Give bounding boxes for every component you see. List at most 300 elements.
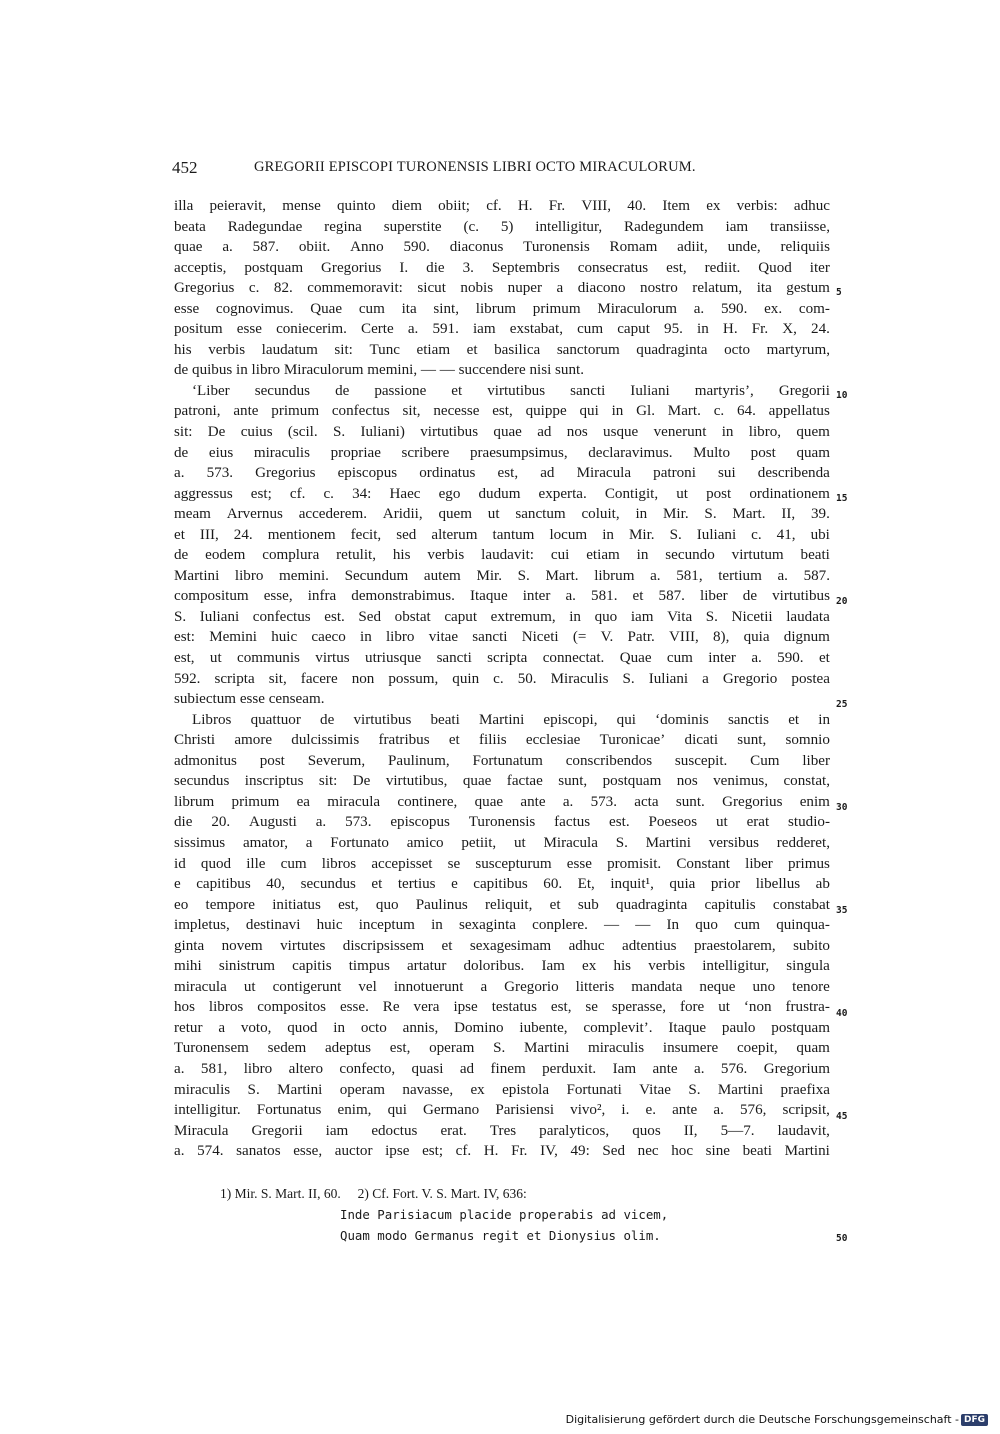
word: uno: [752, 978, 776, 995]
word: amator,: [242, 834, 289, 851]
text-line: [174, 895, 830, 916]
word: paulo: [721, 1019, 756, 1036]
word: operam: [339, 1081, 386, 1098]
word: ipse: [453, 999, 478, 1016]
word: Quod: [758, 259, 792, 276]
word: sedem: [267, 1040, 307, 1057]
word: H.: [483, 1143, 499, 1160]
word: necesse: [433, 403, 480, 420]
word: i.: [621, 1102, 630, 1119]
line-number-25: 25: [836, 699, 848, 710]
word: intelligitur.: [174, 1102, 241, 1119]
word: Germano: [423, 1102, 480, 1119]
word: tempore: [205, 896, 255, 913]
word: appellatus: [768, 403, 830, 420]
word: Mir.: [476, 567, 503, 584]
word: diaconus: [449, 239, 504, 256]
word: acceptis,: [174, 259, 227, 276]
word: sine: [705, 1143, 730, 1160]
word: Quae: [310, 300, 343, 317]
word: experta.: [538, 485, 587, 502]
word: acta: [634, 793, 659, 810]
word: primum: [271, 403, 320, 420]
word: III,: [199, 526, 219, 543]
word: martyrum,: [766, 341, 830, 358]
word: coluit,: [581, 506, 620, 523]
word: in: [569, 608, 581, 625]
text-line: [174, 1059, 830, 1080]
word: declaravimus.: [588, 444, 673, 461]
text-line-content: subiectum esse censeam.: [174, 691, 325, 708]
page-header: [172, 158, 832, 182]
word: Turonicae’: [599, 732, 666, 749]
word: 573.: [345, 814, 372, 831]
word: H.: [517, 198, 533, 214]
word: coepit,: [736, 1040, 778, 1057]
word: quia: [669, 876, 696, 893]
word: iam: [630, 608, 654, 625]
word: sancti: [436, 650, 472, 667]
word: sanctum: [515, 506, 566, 523]
word: mihi: [174, 958, 202, 975]
word: S.: [688, 1081, 701, 1098]
word: et: [632, 588, 644, 605]
word: Gregorii: [778, 382, 830, 399]
word: reliquit,: [485, 896, 533, 913]
word: ita: [756, 280, 772, 297]
line-number-50: 50: [836, 1233, 848, 1244]
word: in: [818, 711, 830, 728]
word: a.: [174, 1143, 185, 1160]
word: 576.: [720, 1060, 748, 1077]
word: a: [556, 280, 564, 297]
page-number: 452: [172, 158, 198, 177]
line-number-10: 10: [836, 390, 848, 401]
word: se: [585, 999, 598, 1016]
word: filiis: [478, 732, 507, 749]
word: sui: [718, 465, 736, 482]
word: quadraginta: [636, 341, 708, 358]
word: cf.: [455, 1143, 472, 1160]
word: Certe: [361, 321, 394, 338]
word: a.: [693, 300, 705, 317]
text-line: [174, 463, 830, 484]
word: Martini: [174, 567, 220, 584]
word: nec: [637, 1143, 659, 1160]
word: a: [702, 670, 709, 687]
word: est.: [609, 814, 630, 831]
word: Vitae: [639, 1081, 671, 1098]
word: De: [352, 773, 371, 790]
word: e.: [645, 1102, 656, 1119]
word: Gl.: [636, 403, 655, 420]
word: iter: [809, 259, 830, 276]
word: miracula: [327, 793, 381, 810]
word: quippe: [525, 403, 567, 420]
word: Martini: [717, 1081, 764, 1098]
word: episcopus: [337, 465, 398, 482]
word: ille: [246, 855, 266, 872]
word: sanctis: [727, 711, 770, 728]
word: cognovimus.: [215, 300, 294, 317]
word: cum: [734, 917, 761, 934]
word: quem: [438, 506, 472, 523]
word: a.: [315, 814, 327, 831]
word: sicut: [417, 280, 446, 297]
word: Iuliani: [630, 382, 670, 399]
word: ante: [672, 1102, 698, 1119]
word: quo: [375, 896, 399, 913]
main-text: [174, 196, 830, 1162]
word: confectus: [252, 608, 311, 625]
word: quinqua-: [776, 917, 830, 934]
word: liber: [745, 855, 773, 872]
word: petiit,: [461, 834, 497, 851]
word: Gregorius: [255, 465, 316, 482]
word: adhuc: [793, 198, 830, 214]
word: ita: [401, 300, 417, 317]
word: commemoravit:: [307, 280, 403, 297]
word: 40,: [266, 876, 286, 893]
word: iam: [725, 218, 749, 235]
word: edoctus: [371, 1122, 418, 1139]
word: sanatos: [236, 1143, 281, 1160]
word: 573.: [206, 465, 234, 482]
word: S.: [517, 567, 530, 584]
word: scripta: [487, 650, 528, 667]
word: Anno: [350, 239, 384, 256]
word: et: [448, 732, 460, 749]
word: eodem: [205, 547, 246, 564]
word: episcopi,: [543, 711, 598, 728]
word: 24.: [811, 321, 830, 338]
word: dudum: [478, 485, 521, 502]
word: primum: [532, 300, 581, 317]
word: communis: [237, 650, 300, 667]
word: virtutibus: [353, 711, 412, 728]
word: Memini: [209, 629, 257, 646]
word: confectus: [331, 403, 390, 420]
word: sunt,: [737, 732, 767, 749]
word: ad: [540, 465, 555, 482]
word: compositum: [174, 588, 249, 605]
word: ut: [487, 506, 500, 523]
word: de: [174, 444, 189, 461]
word: c.: [323, 485, 334, 502]
word: doloribus.: [463, 958, 525, 975]
word: sit:: [334, 341, 353, 358]
line-number-15: 15: [836, 493, 848, 504]
word: verbis: [427, 547, 465, 564]
word: nobis: [460, 280, 494, 297]
text-line: [174, 1038, 830, 1059]
word: ordinatus: [419, 465, 476, 482]
word: regina: [324, 218, 362, 235]
word: est,: [666, 259, 687, 276]
word: beati: [800, 547, 830, 564]
word: retulit,: [336, 547, 376, 564]
word: passione: [374, 382, 427, 399]
word: de: [335, 382, 350, 399]
word: adeptus: [324, 1040, 372, 1057]
text-line: [174, 689, 830, 710]
word: nos: [566, 424, 588, 441]
word: altero: [288, 1060, 323, 1077]
word: rediit.: [704, 259, 741, 276]
word: et: [788, 711, 800, 728]
word: secundus: [174, 773, 230, 790]
word: peieravit,: [209, 198, 267, 214]
word: martyris’,: [694, 382, 754, 399]
word: eo: [174, 896, 189, 913]
word: in: [721, 424, 734, 441]
word: erat: [746, 814, 770, 831]
word: post: [750, 444, 776, 461]
word: sint,: [433, 300, 460, 317]
word: laudavit:: [481, 547, 534, 564]
word: quem: [796, 424, 830, 441]
word: dicati: [684, 732, 719, 749]
text-line: [174, 196, 830, 217]
word: Augusti: [249, 814, 297, 831]
word: 587.: [658, 588, 685, 605]
word: his: [174, 341, 192, 358]
text-line: [174, 525, 830, 546]
word: Gregorio: [722, 670, 778, 687]
word: extremum,: [490, 608, 556, 625]
word: S.: [705, 608, 718, 625]
word: primum: [231, 793, 280, 810]
word: cf.: [486, 198, 502, 214]
word: Fr.: [511, 1143, 528, 1160]
word: operam: [429, 1040, 475, 1057]
word: S.: [669, 526, 682, 543]
word: Turonensis: [523, 239, 590, 256]
word: navasse,: [402, 1081, 454, 1098]
word: Septembris: [491, 259, 560, 276]
word: autem: [423, 567, 461, 584]
word: destinavi: [245, 917, 301, 934]
word: quo: [594, 608, 618, 625]
word: —: [604, 917, 620, 934]
word: Miraculis: [550, 670, 609, 687]
line-number-35: 35: [836, 905, 848, 916]
word: ginta: [174, 937, 205, 954]
word: e: [451, 876, 458, 893]
word: ad: [537, 424, 552, 441]
text-line: [174, 422, 830, 443]
word: et: [818, 650, 830, 667]
text-line: [174, 751, 830, 772]
word: Mart.: [732, 506, 766, 523]
word: a.: [174, 465, 185, 482]
word: 41,: [776, 526, 796, 543]
word: quod: [287, 1019, 318, 1036]
word: scribere: [401, 444, 450, 461]
word: inceptum: [358, 917, 415, 934]
word: studio-: [788, 814, 830, 831]
word: Secundum: [344, 567, 409, 584]
word: paralyticos,: [539, 1122, 610, 1139]
word: frustra-: [785, 999, 830, 1016]
word: Sed: [358, 608, 382, 625]
word: scripsit,: [782, 1102, 830, 1119]
word: tantum: [492, 526, 535, 543]
word: 95.: [664, 321, 683, 338]
text-line: [174, 669, 830, 690]
word: ex: [706, 198, 721, 214]
word: admonitus: [174, 752, 237, 769]
word: in: [602, 526, 614, 543]
word: somnio: [785, 732, 830, 749]
word: Christi: [174, 732, 216, 749]
word: amico: [406, 834, 444, 851]
word: quae: [474, 793, 504, 810]
text-line: [174, 381, 830, 402]
word: cuius: [240, 424, 273, 441]
text-line: [174, 566, 830, 587]
word: esse,: [263, 588, 293, 605]
word: quae: [493, 424, 522, 441]
word: quadraginta: [616, 896, 688, 913]
word: annis,: [402, 1019, 439, 1036]
word: in: [333, 1019, 345, 1036]
line-number-30: 30: [836, 802, 848, 813]
word: e: [174, 876, 181, 893]
word: virtutibus,: [385, 773, 448, 790]
word: diacono: [577, 280, 626, 297]
word: venerunt: [653, 424, 707, 441]
word: contigerunt: [272, 978, 342, 995]
word: obiit.: [298, 239, 331, 256]
word: post: [259, 752, 285, 769]
word: 5—7.: [720, 1122, 755, 1139]
word: hoc: [671, 1143, 694, 1160]
word: Paulinum,: [387, 752, 450, 769]
word: De: [207, 424, 226, 441]
word: discripsissem: [342, 937, 425, 954]
word: libro,: [748, 424, 782, 441]
word: beata: [174, 218, 206, 235]
word: eius: [208, 444, 234, 461]
text-line: [174, 586, 830, 607]
word: et: [549, 896, 561, 913]
word: conplere.: [532, 917, 588, 934]
word: in: [697, 321, 709, 338]
word: 576,: [739, 1102, 767, 1119]
word: 20.: [211, 814, 231, 831]
text-line: [174, 237, 830, 258]
word: praefixa: [780, 1081, 830, 1098]
word: liber: [802, 752, 830, 769]
text-line: [174, 401, 830, 422]
word: Mart.: [545, 567, 579, 584]
word: obstat: [394, 608, 431, 625]
word: tertium: [718, 567, 762, 584]
word: librum: [174, 793, 215, 810]
text-line: [174, 915, 830, 936]
word: est;: [250, 485, 272, 502]
word: 60.: [543, 876, 563, 893]
word: S.: [174, 608, 187, 625]
text-line: [174, 1080, 830, 1101]
word: caput: [617, 321, 650, 338]
word: Miracula: [576, 465, 632, 482]
word: cui: [550, 547, 570, 564]
word: sperasse,: [611, 999, 666, 1016]
word: cf.: [289, 485, 306, 502]
word: Constant: [676, 855, 730, 872]
word: Martini: [784, 1143, 830, 1160]
word: librum: [594, 567, 635, 584]
word: de: [742, 588, 758, 605]
word: qui: [387, 1102, 407, 1119]
word: Turonensis: [468, 814, 536, 831]
word: qui: [616, 711, 636, 728]
word: a.: [751, 650, 762, 667]
word: In: [666, 917, 680, 934]
word: Fortunatus: [256, 1102, 322, 1119]
word: primus: [787, 855, 830, 872]
text-line: [174, 956, 830, 977]
word: verbis: [208, 341, 246, 358]
word: et: [174, 526, 185, 543]
word: relatum,: [692, 280, 743, 297]
word: octo: [360, 1019, 387, 1036]
word: hos: [174, 999, 195, 1016]
text-line: [174, 874, 830, 895]
word: etiam: [586, 547, 620, 564]
word: (scil.: [287, 424, 318, 441]
word: et: [451, 382, 463, 399]
text-line: [174, 1141, 830, 1162]
word: scripta: [214, 670, 255, 687]
word: memini.: [279, 567, 329, 584]
word: adhuc: [568, 937, 605, 954]
word: est;: [422, 1143, 444, 1160]
word: 592.: [174, 670, 201, 687]
word: quin: [452, 670, 480, 687]
word: quo: [695, 917, 718, 934]
word: in: [360, 629, 372, 646]
text-line: [174, 792, 830, 813]
word: Miracula: [543, 834, 598, 851]
word: tertius: [397, 876, 436, 893]
word: accederem.: [298, 506, 367, 523]
word: sed: [396, 526, 417, 543]
text-line: [174, 1121, 830, 1142]
word: 8),: [713, 629, 730, 646]
word: ante: [520, 793, 546, 810]
word: perduxit.: [542, 1060, 597, 1077]
word: postea: [791, 670, 830, 687]
word: sit,: [402, 403, 421, 420]
word: (c.: [463, 218, 479, 235]
word: et: [441, 937, 453, 954]
word: a.: [407, 321, 419, 338]
footnote-verse-1: Inde Parisiacum placide properabis ad vicem,: [340, 1207, 669, 1222]
word: amore: [234, 732, 273, 749]
word: post: [706, 485, 732, 502]
word: 581,: [676, 567, 703, 584]
word: ordinationem: [749, 485, 830, 502]
word: ut: [718, 999, 730, 1016]
word: ante: [233, 403, 259, 420]
word: II,: [683, 1122, 698, 1139]
text-line: [174, 854, 830, 875]
word: praesumpsimus,: [469, 444, 568, 461]
word: laudata: [786, 608, 830, 625]
